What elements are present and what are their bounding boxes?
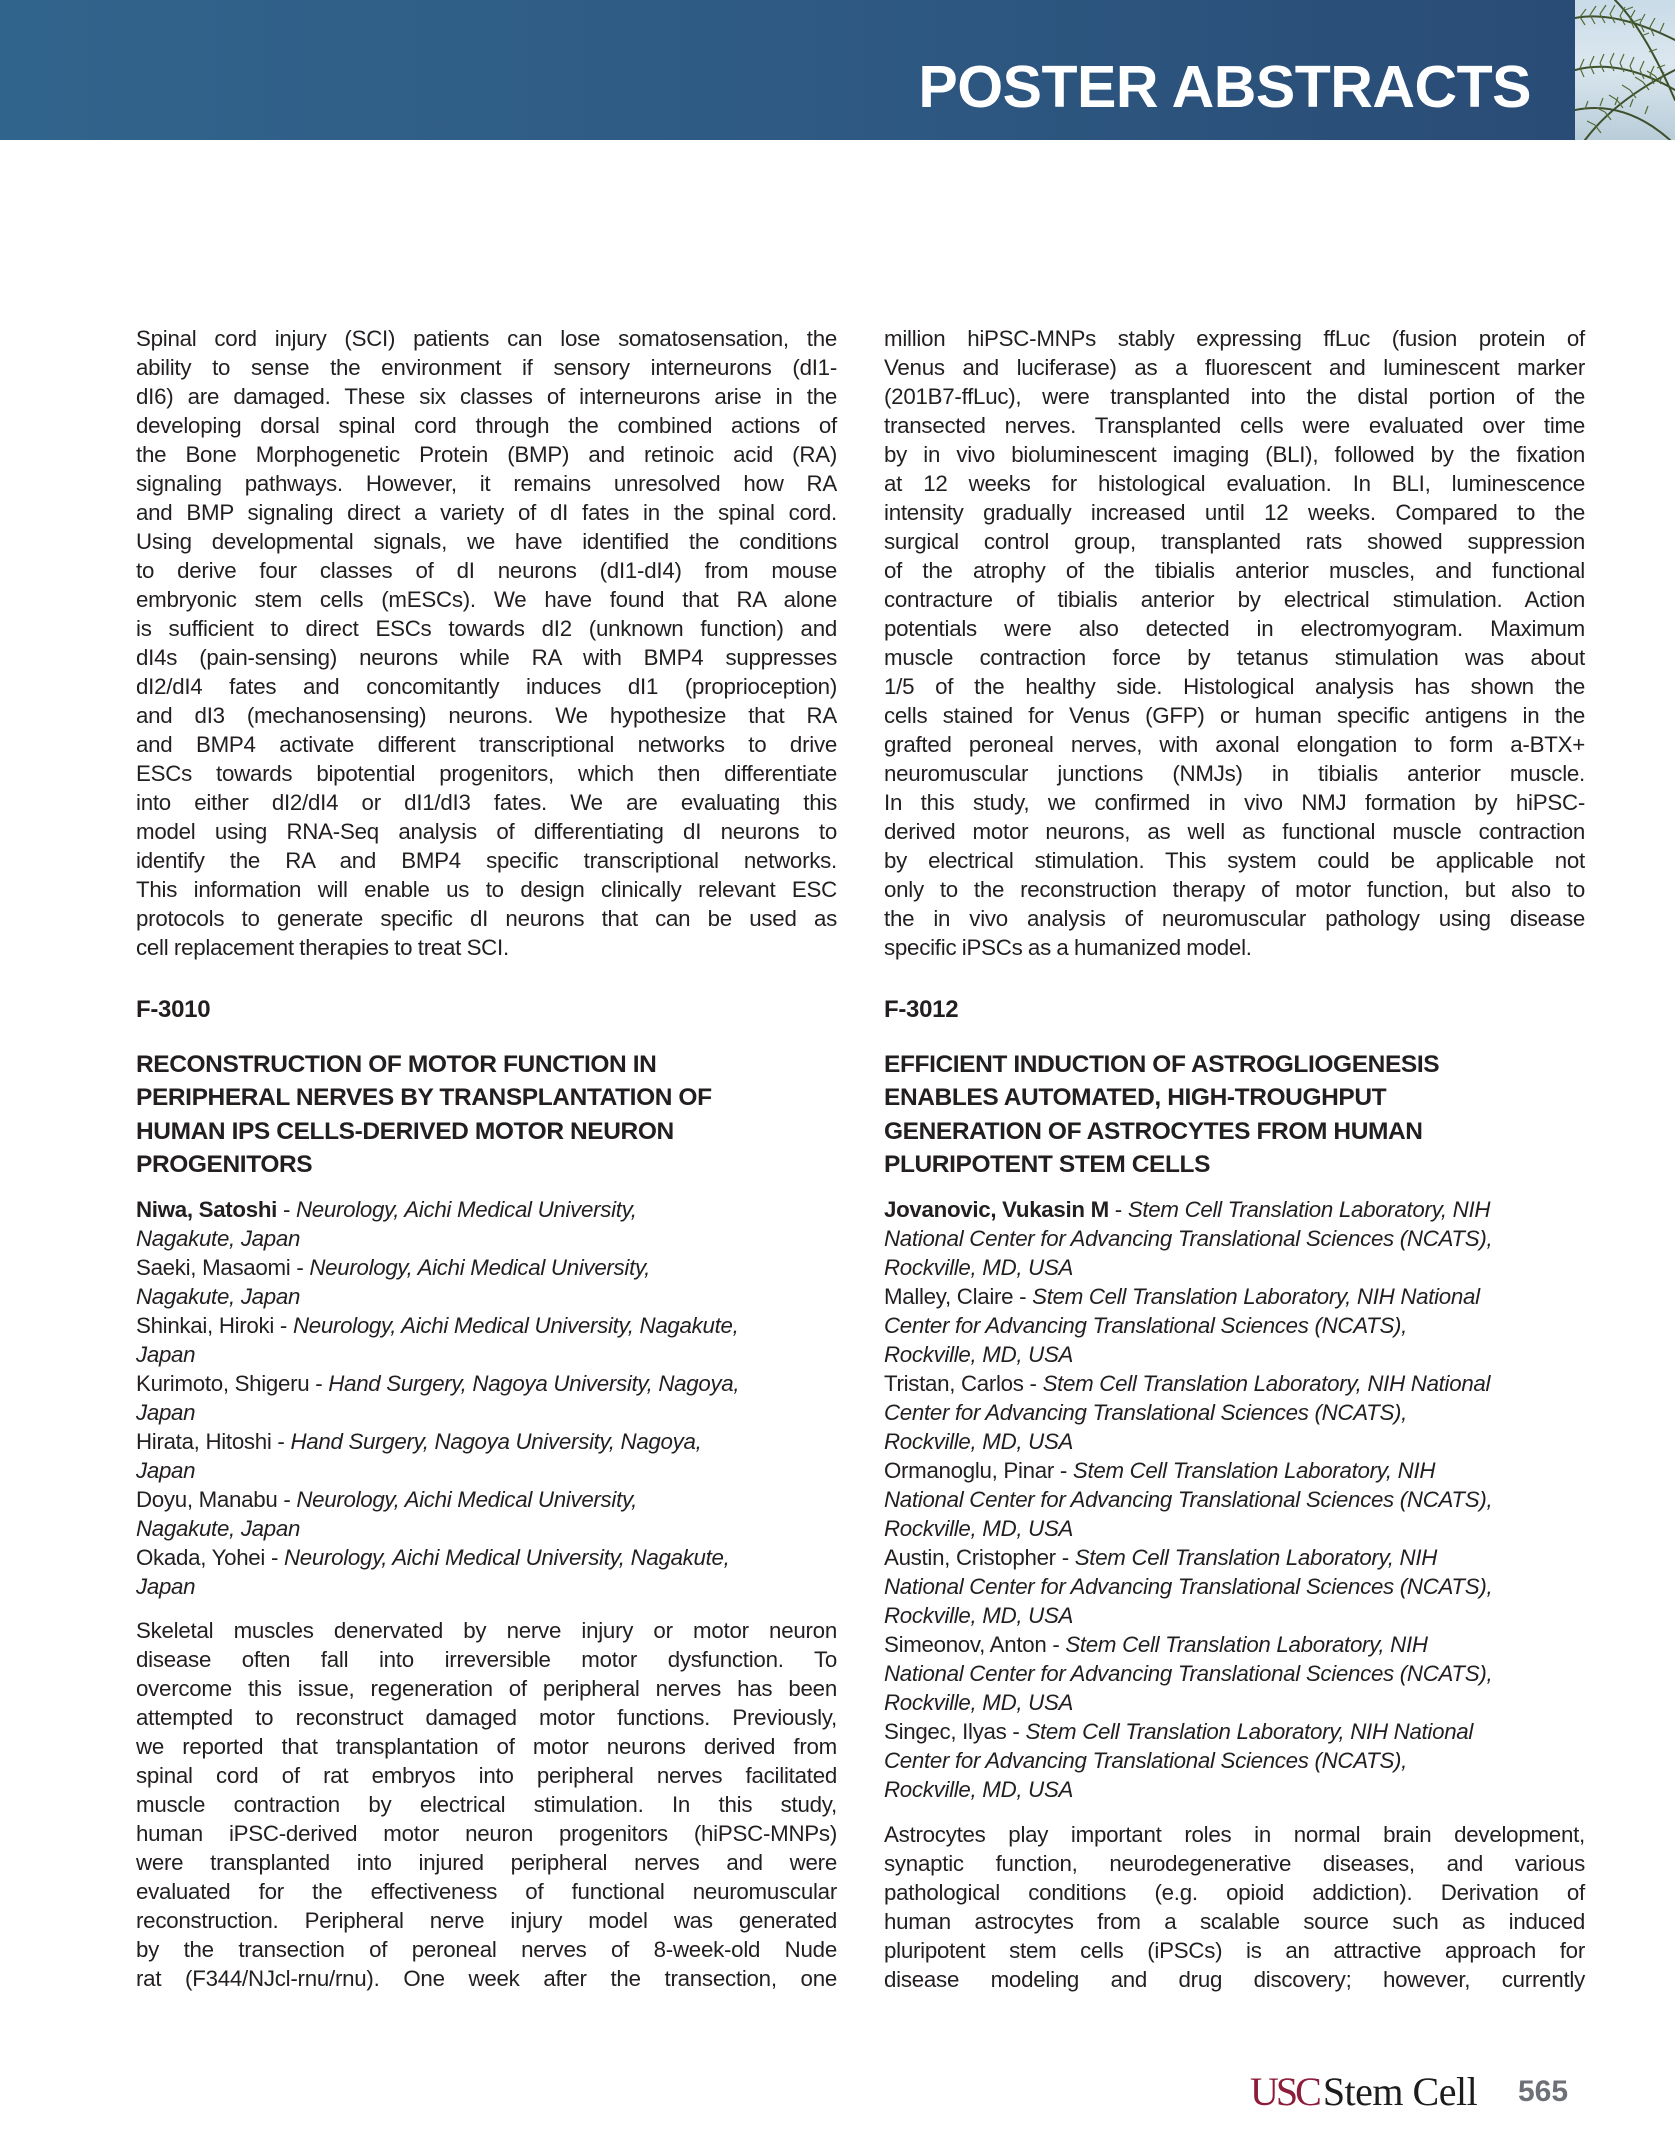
author-list <box>136 1195 837 1601</box>
author-affiliation: Nagakute, Japan <box>136 1226 301 1251</box>
separator: - <box>271 1429 291 1454</box>
author-affiliation: Stem Cell Translation Laboratory, NIH National <box>1025 1719 1474 1744</box>
body-line: by the transection of peroneal nerves of 8-week-old Nude <box>136 1937 837 1962</box>
body-line: human iPSC-derived motor neuron progenitors (hiPSC-MNPs) <box>136 1821 837 1846</box>
body-line: at 12 weeks for histological evaluation. In BLI, luminescence <box>884 471 1585 496</box>
body-line: specific iPSCs as a humanized model. <box>884 935 1252 960</box>
title-line: GENERATION OF ASTROCYTES FROM HUMAN <box>884 1117 1423 1145</box>
body-line: ESCs towards bipotential progenitors, which then differentiate <box>136 761 837 786</box>
body-line: identify the RA and BMP4 specific transcriptional networks. <box>136 848 837 873</box>
body-line: reconstruction. Peripheral nerve injury model was generated <box>136 1908 837 1933</box>
body-line: evaluated for the effectiveness of functional neuromuscular <box>136 1879 837 1904</box>
body-line: dI4s (pain-sensing) neurons while RA with BMP4 suppresses <box>136 645 837 670</box>
body-line: only to the reconstruction therapy of motor function, but also to <box>884 877 1585 902</box>
body-line: embryonic stem cells (mESCs). We have found that RA alone <box>136 587 837 612</box>
palm-tree-photo <box>1575 0 1675 140</box>
body-line: 1/5 of the healthy side. Histological analysis has shown the <box>884 674 1585 699</box>
body-line: dI6) are damaged. These six classes of interneurons arise in the <box>136 384 837 409</box>
abstract-title <box>136 1048 837 1182</box>
body-line: disease modeling and drug discovery; however, currently <box>884 1967 1585 1992</box>
separator: - <box>1006 1719 1026 1744</box>
body-line: contracture of tibialis anterior by electrical stimulation. Action <box>884 587 1585 612</box>
author-affiliation: Hand Surgery, Nagoya University, Nagoya, <box>290 1429 702 1454</box>
author-name: Austin, Cristopher <box>884 1545 1056 1570</box>
body-line: and BMP signaling direct a variety of dI fates in the spinal cord. <box>136 500 837 525</box>
body-line: Venus and luciferase) as a fluorescent and luminescent marker <box>884 355 1585 380</box>
author-affiliation: Stem Cell Translation Laboratory, NIH <box>1072 1458 1436 1483</box>
author-affiliation: Rockville, MD, USA <box>884 1603 1074 1628</box>
author-affiliation: Japan <box>136 1574 196 1599</box>
author-name: Simeonov, Anton <box>884 1632 1047 1657</box>
body-line: we reported that transplantation of motor neurons derived from <box>136 1734 837 1759</box>
author-affiliation: Stem Cell Translation Laboratory, NIH <box>1065 1632 1428 1657</box>
title-line: ENABLES AUTOMATED, HIGH-TROUGHPUT <box>884 1084 1387 1112</box>
author-affiliation: Japan <box>136 1342 196 1367</box>
abstract-id <box>136 995 837 1024</box>
separator: - <box>265 1545 284 1570</box>
author-name: Singec, Ilyas <box>884 1719 1007 1744</box>
page-header-banner <box>0 0 1575 140</box>
abstract-id <box>884 995 1585 1024</box>
title-line: PLURIPOTENT STEM CELLS <box>884 1151 1211 1179</box>
body-line: intensity gradually increased until 12 weeks. Compared to the <box>884 500 1585 525</box>
author-name: Ormanoglu, Pinar <box>884 1458 1054 1483</box>
separator: - <box>277 1197 296 1222</box>
author-affiliation: Nagakute, Japan <box>136 1516 301 1541</box>
author-affiliation: Stem Cell Translation Laboratory, NIH <box>1074 1545 1438 1570</box>
abstract-id-label: F-3010 <box>136 996 211 1023</box>
logo-usc: USC <box>1250 2069 1319 2114</box>
body-line: by electrical stimulation. This system could be applicable not <box>884 848 1585 873</box>
body-line: (201B7-ffLuc), were transplanted into the distal portion of the <box>884 384 1585 409</box>
palm-tree-icon <box>1575 0 1675 140</box>
left-column-continued-abstract <box>136 324 837 962</box>
body-line: signaling pathways. However, it remains unresolved how RA <box>136 471 837 496</box>
body-line: muscle contraction force by tetanus stimulation was about <box>884 645 1585 670</box>
author-affiliation: Stem Cell Translation Laboratory, NIH <box>1127 1197 1491 1222</box>
body-line: ability to sense the environment if sensory interneurons (dI1- <box>136 355 837 380</box>
author-affiliation: Rockville, MD, USA <box>884 1429 1074 1454</box>
body-line: by in vivo bioluminescent imaging (BLI), followed by the fixation <box>884 442 1585 467</box>
separator: - <box>1053 1458 1073 1483</box>
author-name: Malley, Claire <box>884 1284 1014 1309</box>
body-line: the Bone Morphogenetic Protein (BMP) and retinoic acid (RA) <box>136 442 837 467</box>
separator: - <box>277 1487 297 1512</box>
body-line: derived motor neurons, as well as functional muscle contraction <box>884 819 1585 844</box>
author-affiliation: Center for Advancing Translational Sciences (NCATS), <box>884 1313 1408 1338</box>
author-name: Saeki, Masaomi <box>136 1255 291 1280</box>
body-line: cell replacement therapies to treat SCI. <box>136 935 509 960</box>
body-line: muscle contraction by electrical stimulation. In this study, <box>136 1792 837 1817</box>
body-line: cells stained for Venus (GFP) or human specific antigens in the <box>884 703 1585 728</box>
body-line: pathological conditions (e.g. opioid addiction). Derivation of <box>884 1880 1585 1905</box>
title-line: RECONSTRUCTION OF MOTOR FUNCTION IN <box>136 1051 657 1078</box>
author-affiliation: Hand Surgery, Nagoya University, Nagoya, <box>328 1371 740 1396</box>
author-affiliation: Center for Advancing Translational Sciences (NCATS), <box>884 1400 1408 1425</box>
author-affiliation: Rockville, MD, USA <box>884 1516 1074 1541</box>
body-line: overcome this issue, regeneration of peripheral nerves has been <box>136 1676 837 1701</box>
author-name: Tristan, Carlos <box>884 1371 1024 1396</box>
body-line: Spinal cord injury (SCI) patients can lose somatosensation, the <box>136 326 837 351</box>
separator: - <box>1046 1632 1066 1657</box>
author-name: Hirata, Hitoshi <box>136 1429 272 1454</box>
author-name: Doyu, Manabu <box>136 1487 278 1512</box>
body-line: Using developmental signals, we have identified the conditions <box>136 529 837 554</box>
body-line: attempted to reconstruct damaged motor functions. Previously, <box>136 1705 837 1730</box>
author-affiliation: Nagakute, Japan <box>136 1284 301 1309</box>
title-line: HUMAN IPS CELLS-DERIVED MOTOR NEURON <box>136 1117 674 1145</box>
separator: - <box>1108 1197 1128 1222</box>
abstract-body <box>136 1616 837 1993</box>
body-line: Astrocytes play important roles in normal brain development, <box>884 1822 1585 1847</box>
author-affiliation: Japan <box>136 1400 196 1425</box>
body-line: This information will enable us to design clinically relevant ESC <box>136 877 837 902</box>
author-name: Okada, Yohei <box>136 1545 266 1570</box>
body-line: human astrocytes from a scalable source such as induced <box>884 1909 1585 1934</box>
author-affiliation: Rockville, MD, USA <box>884 1342 1074 1367</box>
author-affiliation: National Center for Advancing Translational Sciences (NCATS), <box>884 1487 1493 1512</box>
author-affiliation: Rockville, MD, USA <box>884 1690 1074 1715</box>
author-affiliation: Neurology, Aichi Medical University, <box>296 1487 638 1512</box>
body-line: Skeletal muscles denervated by nerve injury or motor neuron <box>136 1618 837 1643</box>
body-line: potentials were also detected in electromyogram. Maximum <box>884 616 1585 641</box>
separator: - <box>1013 1284 1033 1309</box>
body-line: the in vivo analysis of neuromuscular pathology using disease <box>884 906 1585 931</box>
body-line: disease often fall into irreversible motor dysfunction. To <box>136 1647 837 1672</box>
author-affiliation: Stem Cell Translation Laboratory, NIH National <box>1032 1284 1480 1309</box>
usc-stem-cell-logo <box>1250 2070 1477 2114</box>
body-line: to derive four classes of dI neurons (dI1-dI4) from mouse <box>136 558 837 583</box>
author-affiliation: Rockville, MD, USA <box>884 1777 1074 1802</box>
body-line: were transplanted into injured peripheral nerves and were <box>136 1850 837 1875</box>
author-affiliation: Japan <box>136 1458 196 1483</box>
separator: - <box>1055 1545 1075 1570</box>
body-line: synaptic function, neurodegenerative diseases, and various <box>884 1851 1585 1876</box>
abstract-id-label: F-3012 <box>884 996 959 1023</box>
author-affiliation: Neurology, Aichi Medical University, <box>296 1197 637 1222</box>
abstract-body <box>884 1820 1585 1994</box>
author-affiliation: National Center for Advancing Translational Sciences (NCATS), <box>884 1226 1493 1251</box>
body-line: dI2/dI4 fates and concomitantly induces dI1 (proprioception) <box>136 674 837 699</box>
body-line: developing dorsal spinal cord through the combined actions of <box>136 413 837 438</box>
body-line: protocols to generate specific dI neurons that can be used as <box>136 906 837 931</box>
body-line: grafted peroneal nerves, with axonal elongation to form a-BTX+ <box>884 732 1585 757</box>
body-line: spinal cord of rat embryos into peripheral nerves facilitated <box>136 1763 837 1788</box>
author-affiliation: Neurology, Aichi Medical University, Nagakute, <box>292 1313 739 1338</box>
page-number: 565 <box>1518 2075 1569 2108</box>
title-line: PROGENITORS <box>136 1151 313 1179</box>
separator: - <box>1023 1371 1043 1396</box>
body-line: into either dI2/dI4 or dI1/dI3 fates. We are evaluating this <box>136 790 837 815</box>
body-line: and dI3 (mechanosensing) neurons. We hypothesize that RA <box>136 703 837 728</box>
author-affiliation: Center for Advancing Translational Sciences (NCATS), <box>884 1748 1408 1773</box>
body-line: and BMP4 activate different transcriptional networks to drive <box>136 732 837 757</box>
author-name: Kurimoto, Shigeru <box>136 1371 310 1396</box>
logo-stem-cell: Stem Cell <box>1322 2069 1478 2114</box>
body-line: neuromuscular junctions (NMJs) in tibialis anterior muscle. <box>884 761 1585 786</box>
abstract-title <box>884 1048 1585 1182</box>
title-line: EFFICIENT INDUCTION OF ASTROGLIOGENESIS <box>884 1051 1440 1078</box>
author-affiliation: Stem Cell Translation Laboratory, NIH National <box>1042 1371 1491 1396</box>
author-name: Shinkai, Hiroki <box>136 1313 275 1338</box>
separator: - <box>274 1313 293 1338</box>
body-line: of the atrophy of the tibialis anterior muscles, and functional <box>884 558 1585 583</box>
author-list <box>884 1195 1585 1804</box>
body-line: transected nerves. Transplanted cells were evaluated over time <box>884 413 1585 438</box>
author-affiliation: National Center for Advancing Translational Sciences (NCATS), <box>884 1661 1493 1686</box>
author-affiliation: Neurology, Aichi Medical University, Nagakute, <box>283 1545 730 1570</box>
author-name: Niwa, Satoshi <box>136 1197 278 1222</box>
section-title: POSTER ABSTRACTS <box>918 54 1531 120</box>
separator: - <box>309 1371 329 1396</box>
body-line: model using RNA-Seq analysis of differentiating dI neurons to <box>136 819 837 844</box>
body-line: million hiPSC-MNPs stably expressing ffLuc (fusion protein of <box>884 326 1585 351</box>
body-line: is sufficient to direct ESCs towards dI2 (unknown function) and <box>136 616 837 641</box>
author-affiliation: National Center for Advancing Translational Sciences (NCATS), <box>884 1574 1493 1599</box>
author-name: Jovanovic, Vukasin M <box>884 1197 1109 1222</box>
title-line: PERIPHERAL NERVES BY TRANSPLANTATION OF <box>136 1084 712 1112</box>
author-affiliation: Rockville, MD, USA <box>884 1255 1074 1280</box>
body-line: surgical control group, transplanted rats showed suppression <box>884 529 1585 554</box>
body-line: rat (F344/NJcl-rnu/rnu). One week after the transection, one <box>136 1966 837 1991</box>
body-line: pluripotent stem cells (iPSCs) is an attractive approach for <box>884 1938 1585 1963</box>
right-column-continued-abstract <box>884 324 1585 962</box>
body-line: In this study, we confirmed in vivo NMJ formation by hiPSC- <box>884 790 1585 815</box>
separator: - <box>290 1255 310 1280</box>
author-affiliation: Neurology, Aichi Medical University, <box>309 1255 651 1280</box>
